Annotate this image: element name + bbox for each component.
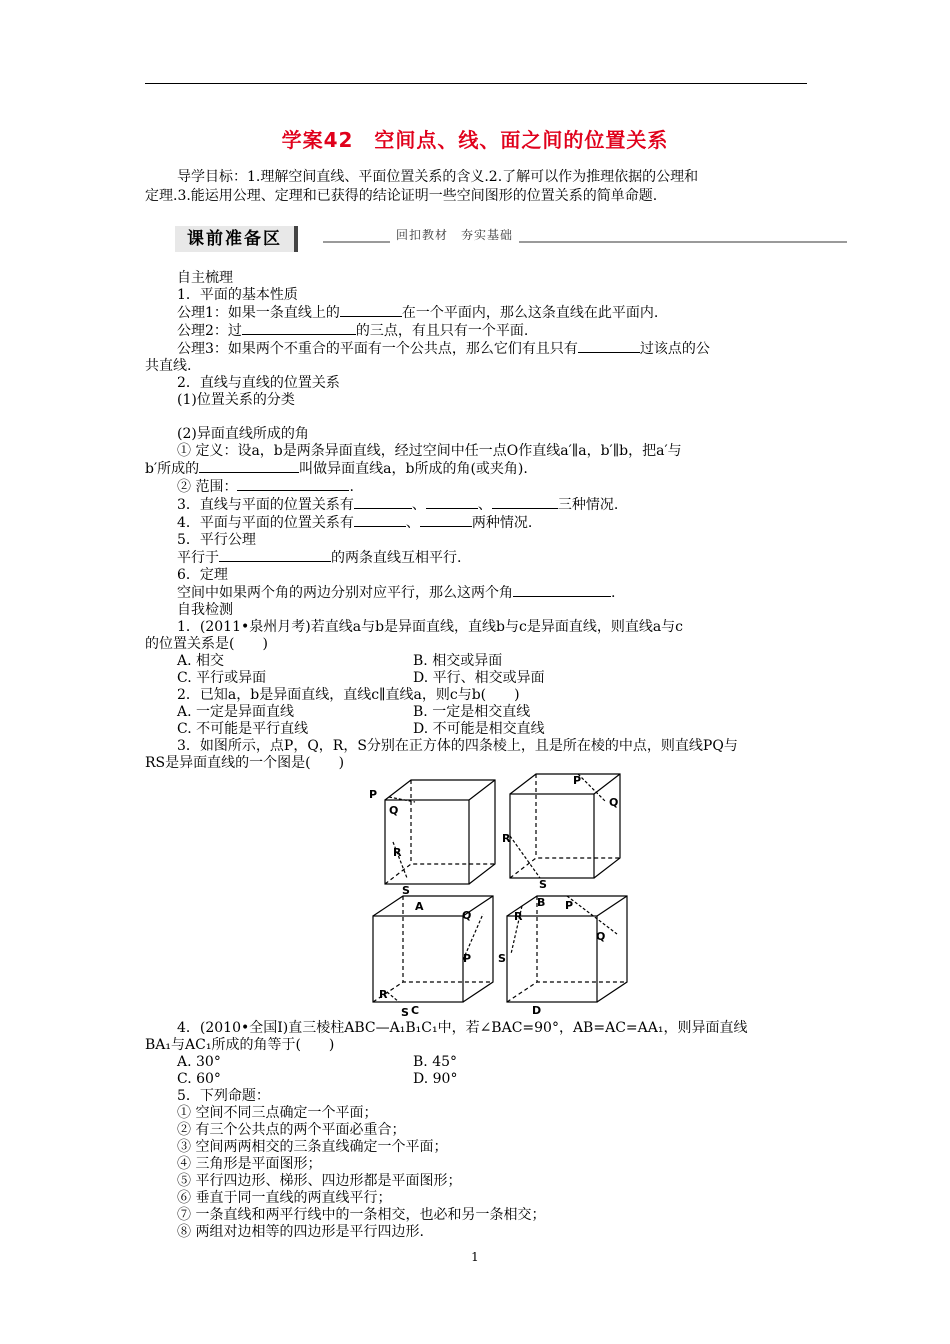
text-line: 空间中如果两个角的两边分别对应平行，那么这两个角 . [177,585,616,601]
blank[interactable] [420,514,472,527]
text-line: 3．直线与平面的位置关系有 、 、 三种情况. [177,497,619,513]
option[interactable]: A. 30° [177,1054,221,1070]
question-1: 1．(2011•泉州月考)若直线a与b是异面直线，直线b与c是异面直线，则直线a与c [177,619,684,635]
page-title: 学案42 空间点、线、面之间的位置关系 [281,128,669,152]
proposition: ⑦ 一条直线和两平行线中的一条相交，也必和另一条相交； [177,1207,546,1223]
option[interactable]: B. 45° [413,1054,458,1070]
point-label: S [539,878,547,891]
options [145,670,817,687]
point-label: P [369,788,378,801]
text-line: 4．平面与平面的位置关系有 、 两种情况. [177,515,533,531]
question-2: 2．已知a，b是异面直线，直线c∥直线a，则c与b( ) [177,687,520,703]
figure-caption: D [532,1004,542,1017]
options [145,704,817,721]
point-label: S [498,952,506,965]
intro-line: 导学目标：1.理解空间直线、平面位置关系的含义.2.了解可以作为推理依据的公理和 [177,169,699,185]
section-banner [175,226,847,252]
question-4: 4．(2010•全国Ⅰ)直三棱柱ABC—A₁B₁C₁中，若∠BAC=90°，AB=AC=AA₁，则异面直线 [177,1020,748,1036]
learning-objectives [145,168,807,206]
intro-line: 定理.3.能运用公理、定理和已获得的结论证明一些空间图形的位置关系的简单命题. [145,188,658,204]
option[interactable]: D. 平行、相交或异面 [413,670,545,686]
axiom-2: 公理2：过 的三点，有且只有一个平面. [177,323,529,339]
figure-caption: A [415,900,424,913]
option[interactable]: A. 相交 [177,653,225,669]
proposition: ② 有三个公共点的两个平面必重合； [177,1122,406,1138]
blank[interactable] [219,549,331,562]
axiom-1: 公理1：如果一条直线上的 在一个平面内，那么这条直线在此平面内. [177,305,659,321]
proposition: ⑤ 平行四边形、梯形、四边形都是平面图形； [177,1173,462,1189]
question-3: 3．如图所示，点P，Q，R，S分别在正方体的四条棱上，且是所在棱的中点，则直线PQ与 [177,738,738,754]
proposition: ⑥ 垂直于同一直线的两直线平行； [177,1190,392,1206]
blank[interactable] [426,496,478,509]
text-line: 2．直线与直线的位置关系 [177,375,340,391]
blank[interactable] [354,496,412,509]
blank[interactable] [513,584,611,597]
figure-caption: B [537,896,546,909]
heading: 自我检测 [177,602,233,618]
point-label: R [502,832,511,845]
blank[interactable] [492,496,558,509]
text-line: 1．平面的基本性质 [177,287,298,303]
banner-subtitle: 回扣教材 夯实基础 [390,226,519,244]
text-line: (2)异面直线所成的角 [177,426,309,442]
blank[interactable] [242,322,356,335]
options [145,1054,817,1071]
options [145,1071,817,1088]
option[interactable]: C. 不可能是平行直线 [177,721,309,737]
axiom-3: 公理3：如果两个不重合的平面有一个公共点，那么它们有且只有 过该点的公 [177,341,710,357]
option[interactable]: C. 60° [177,1071,221,1087]
point-label: Q [596,930,606,943]
blank[interactable] [578,340,640,353]
text-line: 共直线. [145,358,192,374]
worksheet-body [145,270,817,1241]
blank[interactable] [237,478,349,491]
text-line: ① 定义：设a，b是两条异面直线，经过空间中任一点O作直线a′∥a，b′∥b，把a′与 [177,443,682,459]
blank[interactable] [340,304,402,317]
point-label: Q [389,804,399,817]
blank[interactable] [199,460,299,473]
point-label: S [401,1006,409,1019]
blank[interactable] [354,514,406,527]
text-line: (1)位置关系的分类 [177,392,295,408]
point-label: R [379,988,388,1001]
cube-figures-svg [145,772,817,1020]
proposition: ④ 三角形是平面图形； [177,1156,322,1172]
text-line: 6．定理 [177,567,228,583]
question-5: 5．下列命题： [177,1088,270,1104]
proposition: ① 空间不同三点确定一个平面； [177,1105,378,1121]
options [145,653,817,670]
text-line: 平行于 的两条直线互相平行. [177,550,462,566]
option[interactable]: B. 一定是相交直线 [413,704,531,720]
option[interactable]: D. 不可能是相交直线 [413,721,545,737]
options [145,721,817,738]
option[interactable]: D. 90° [413,1071,458,1087]
cube-a [385,780,495,884]
cube-figures [145,772,817,1020]
proposition: ③ 空间两两相交的三条直线确定一个平面； [177,1139,448,1155]
proposition: ⑧ 两组对边相等的四边形是平行四边形. [177,1224,424,1240]
text-line: b′所成的 叫做异面直线a，b所成的角(或夹角). [145,461,528,477]
question-4-cont: BA₁与AC₁所成的角等于( ) [145,1037,335,1053]
text-line: 5．平行公理 [177,532,256,548]
point-label: R [393,846,402,859]
cube-b [510,774,620,878]
point-label: Q [609,796,619,809]
spacer [145,409,817,426]
question-1-cont: 的位置关系是( ) [145,636,268,652]
option[interactable]: C. 平行或异面 [177,670,267,686]
point-label: R [514,910,523,923]
page-number: 1 [471,1250,479,1264]
point-label: P [463,952,472,965]
option[interactable]: A. 一定是异面直线 [177,704,295,720]
point-label: S [402,884,410,897]
point-label: P [565,899,574,912]
question-3-cont: RS是异面直线的一个图是( ) [145,755,345,771]
text-line: ② 范围： . [177,479,354,495]
heading: 自主梳理 [177,270,233,286]
top-rule [145,83,807,84]
cube-c [373,896,493,1002]
banner-label: 课前准备区 [175,226,298,252]
option[interactable]: B. 相交或异面 [413,653,503,669]
point-label: P [573,774,582,787]
figure-caption: C [411,1004,420,1017]
point-label: Q [462,909,472,922]
